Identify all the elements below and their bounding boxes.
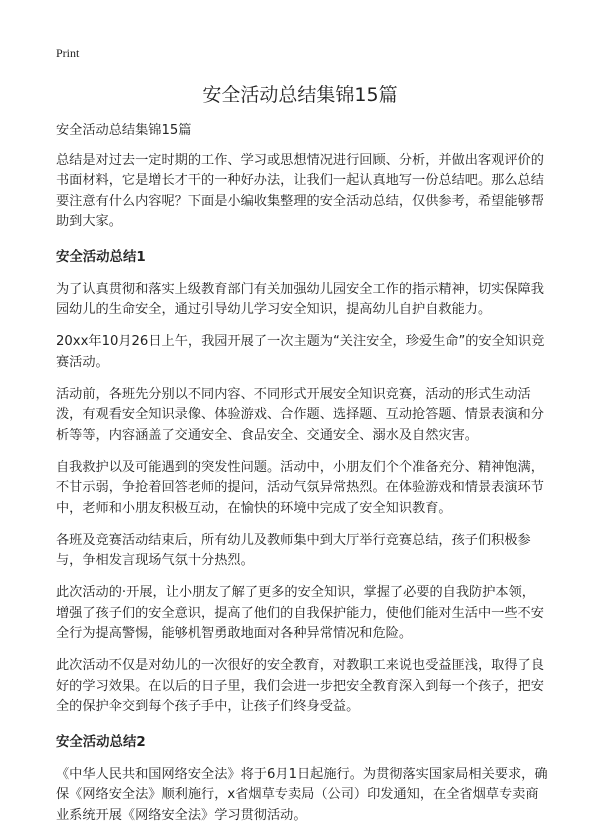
section-1-paragraph-1: 为了认真贯彻和落实上级教育部门有关加强幼儿园安全工作的指示精神，切实保障我园幼儿的生命安全，通过引导幼儿学习安全知识，提高幼儿自护自救能力。 [56, 281, 544, 317]
document-subtitle: 安全活动总结集锦15篇 [56, 123, 192, 138]
section-1-paragraph-7: 此次活动不仅是对幼儿的一次很好的安全教育，对教职工来说也受益匪浅，取得了良好的学习效果。在以后的日子里，我们会进一步把安全教育深入到每一个孩子，把安全的保护伞交到每个孩子手中，让孩子们终身受益。 [56, 658, 544, 714]
section-1-paragraph-4: 自我救护以及可能遇到的突发性问题。活动中，小朋友们个个准备充分、精神饱满，不甘示弱，争抢着回答老师的提问，活动气氛异常热烈。在体验游戏和情景表演环节中，老师和小朋友积极互动，在愉快的环境中完成了安全知识教育。 [56, 459, 544, 516]
section-heading-1: 安全活动总结1 [56, 249, 146, 265]
section-1-paragraph-5: 各班及竞赛活动结束后，所有幼儿及教师集中到大厅举行竞赛总结，孩子们积极参与，争相发言现场气氛十分热烈。 [56, 532, 531, 568]
print-link[interactable]: Print [56, 46, 80, 60]
document-title: 安全活动总结集锦15篇 [202, 84, 398, 106]
section-1-paragraph-6: 此次活动的·开展，让小朋友了解了更多的安全知识，掌握了必要的自我防护本领，增强了孩子们的安全意识，提高了他们的自我保护能力，使他们能对生活中一些不安全行为提高警惕，能够机智勇敢地面对各种异常情况和危险。 [56, 585, 544, 641]
section-2-paragraph-1: 《中华人民共和国网络安全法》将于6月1日起施行。为贯彻落实国家局相关要求，确保《网络安全法》顺利施行，x省烟草专卖局（公司）印发通知，在全省烟草专卖商业系统开展《网络安全法》学习贯彻活动。 [56, 766, 548, 823]
intro-paragraph: 总结是对过去一定时期的工作、学习或思想情况进行回顾、分析，并做出客观评价的书面材料，它是增长才干的一种好办法，让我们一起认真地写一份总结吧。那么总结要注意有什么内容呢？下面是小编收集整理的安全活动总结，仅供参考，希望能够帮助到大家。 [56, 152, 544, 229]
section-heading-2: 安全活动总结2 [56, 734, 146, 750]
document-body [56, 121, 548, 838]
section-1-paragraph-2: 20xx年10月26日上午，我园开展了一次主题为“关注安全，珍爱生命”的安全知识竞赛活动。 [56, 334, 545, 370]
section-1-paragraph-3: 活动前，各班先分别以不同内容、不同形式开展安全知识竞赛，活动的形式生动活泼，有观看安全知识录像、体验游戏、合作题、选择题、互动抢答题、情景表演和分析等等，内容涵盖了交通安全、食品安全、交通安全、溺水及自然灾害。 [56, 386, 544, 443]
